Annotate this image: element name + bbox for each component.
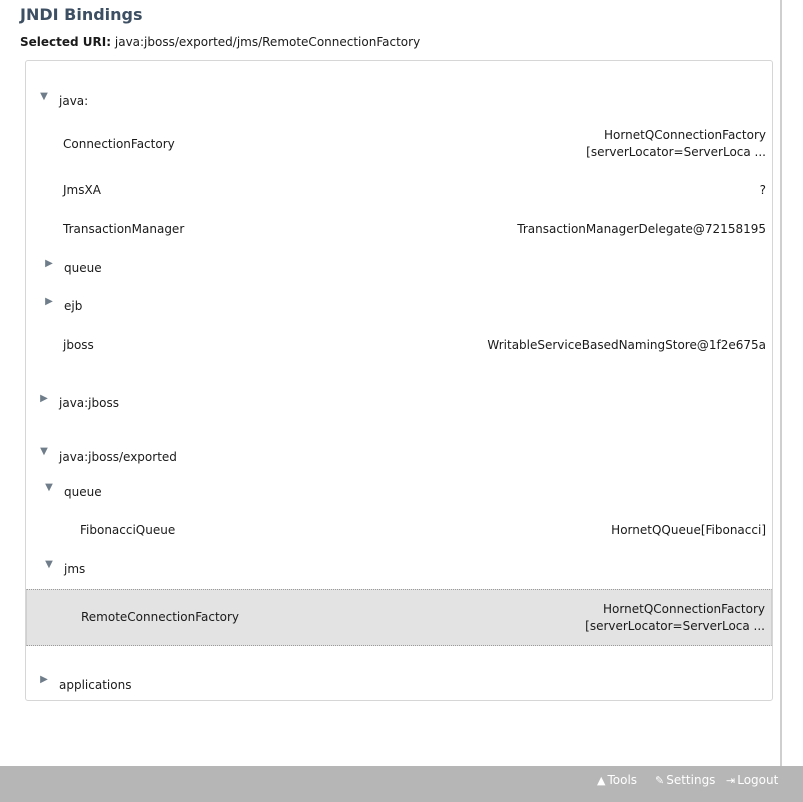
selected-uri-label: Selected URI:: [20, 35, 112, 49]
tree-node-label: queue: [64, 261, 102, 275]
tree-node-label: jms: [64, 562, 86, 576]
tree-leaf-remote-connection-factory[interactable]: [26, 589, 772, 646]
jndi-tree: [25, 60, 773, 701]
logout-link[interactable]: [726, 773, 778, 787]
tree-node-java-jboss[interactable]: [26, 389, 772, 419]
value-line-1: HornetQConnectionFactory: [603, 602, 765, 616]
tree-node-exported-queue[interactable]: [26, 479, 772, 507]
selected-uri-value: java:jboss/exported/jms/RemoteConnectionFactory: [114, 35, 421, 49]
tree-leaf-fibonacci-queue[interactable]: [26, 517, 772, 545]
logout-icon: ⇥: [726, 774, 736, 787]
footer-bar: [0, 766, 803, 802]
value-line-2: [serverLocator=ServerLoca ...: [585, 619, 765, 633]
tree-node-label: queue: [64, 485, 102, 499]
tree-leaf-jmsxa[interactable]: [26, 177, 772, 205]
tree-node-jms[interactable]: [26, 556, 772, 584]
triangle-right-icon[interactable]: ▶: [45, 258, 53, 269]
triangle-down-icon[interactable]: ▼: [40, 446, 48, 457]
value-line-1: HornetQConnectionFactory: [604, 128, 766, 142]
caret-up-icon: ▲: [597, 774, 606, 787]
tree-leaf-value: [586, 127, 766, 161]
tree-node-label: applications: [59, 678, 132, 692]
tools-label: Tools: [607, 773, 638, 787]
triangle-right-icon[interactable]: ▶: [40, 674, 48, 685]
selected-uri: [20, 35, 420, 49]
triangle-down-icon[interactable]: ▼: [40, 91, 48, 102]
tree-leaf-value: TransactionManagerDelegate@72158195: [517, 222, 766, 236]
settings-label: Settings: [666, 773, 716, 787]
tree-node-java[interactable]: [26, 85, 772, 115]
tree-node-java-queue[interactable]: [26, 255, 772, 283]
tree-node-label: java:: [59, 94, 89, 108]
tree-node-label: java:jboss/exported: [59, 450, 177, 464]
tree-node-applications[interactable]: [26, 671, 772, 699]
value-line-2: [serverLocator=ServerLoca ...: [586, 145, 766, 159]
tree-leaf-value: ?: [759, 183, 766, 197]
tree-leaf-value: [585, 601, 765, 635]
tree-node-label: java:jboss: [59, 396, 119, 410]
tree-leaf-label: RemoteConnectionFactory: [81, 610, 240, 624]
settings-link[interactable]: [655, 773, 715, 787]
tree-leaf-label: TransactionManager: [63, 222, 185, 236]
tree-leaf-label: jboss: [63, 338, 94, 352]
page-title: JNDI Bindings: [20, 5, 143, 24]
tree-node-ejb[interactable]: [26, 293, 772, 321]
tree-leaf-label: FibonacciQueue: [80, 523, 176, 537]
tree-node-java-jboss-exported[interactable]: [26, 443, 772, 473]
tree-leaf-connection-factory[interactable]: [26, 123, 772, 163]
triangle-down-icon[interactable]: ▼: [45, 559, 53, 570]
vertical-scrollbar[interactable]: [782, 0, 803, 766]
tools-link[interactable]: [597, 773, 637, 787]
tree-leaf-label: ConnectionFactory: [63, 137, 175, 151]
tree-leaf-label: JmsXA: [63, 183, 101, 197]
tree-leaf-value: WritableServiceBasedNamingStore@1f2e675a: [487, 338, 766, 352]
logout-label: Logout: [737, 773, 779, 787]
triangle-down-icon[interactable]: ▼: [45, 482, 53, 493]
tree-leaf-value: HornetQQueue[Fibonacci]: [611, 523, 766, 537]
tree-leaf-jboss[interactable]: [26, 333, 772, 361]
triangle-right-icon[interactable]: ▶: [40, 393, 48, 404]
wrench-icon: ✎: [655, 774, 665, 787]
triangle-right-icon[interactable]: ▶: [45, 296, 53, 307]
tree-node-label: ejb: [64, 299, 83, 313]
tree-leaf-transaction-manager[interactable]: [26, 217, 772, 245]
